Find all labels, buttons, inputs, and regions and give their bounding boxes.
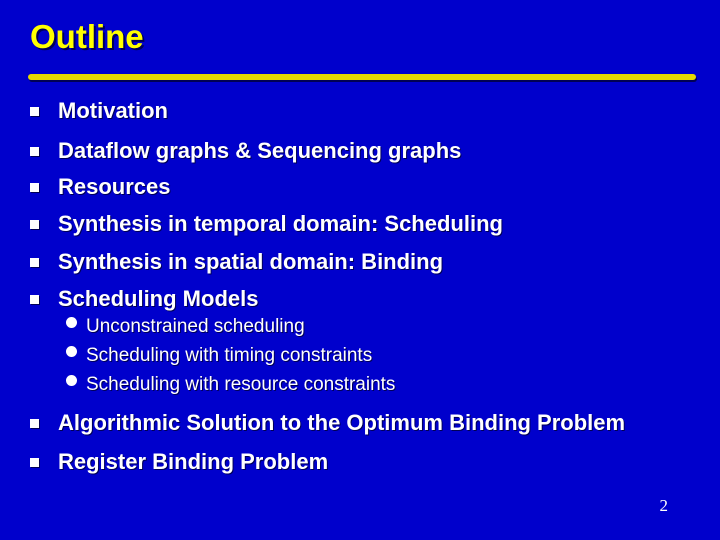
bullet-item: [30, 249, 443, 275]
square-bullet-icon: [30, 147, 39, 156]
bullet-item: [30, 449, 328, 475]
sub-bullet-text: Scheduling with timing constraints: [86, 345, 373, 366]
title-divider: [28, 74, 696, 80]
bullet-item: [30, 211, 503, 237]
bullet-text: Algorithmic Solution to the Optimum Binding Problem: [58, 410, 626, 435]
round-bullet-icon: [66, 317, 77, 328]
page-number: 2: [659, 496, 668, 515]
bullet-item: [30, 98, 168, 124]
round-bullet-icon: [66, 375, 77, 386]
bullet-text: Resources: [58, 174, 171, 199]
bullet-text: Register Binding Problem: [58, 449, 329, 474]
bullet-text: Synthesis in temporal domain: Scheduling: [58, 211, 503, 236]
bullet-item: [30, 174, 171, 200]
bullet-item: [30, 286, 258, 312]
square-bullet-icon: [30, 458, 39, 467]
square-bullet-icon: [30, 295, 39, 304]
bullet-text: Scheduling Models: [58, 286, 259, 311]
square-bullet-icon: [30, 183, 39, 192]
sub-bullet-text: Unconstrained scheduling: [86, 316, 305, 337]
bullet-item: [30, 410, 625, 436]
bullet-text: Motivation: [58, 98, 168, 123]
square-bullet-icon: [30, 220, 39, 229]
bullet-text: Synthesis in spatial domain: Binding: [58, 249, 444, 274]
sub-bullet-item: [66, 374, 395, 396]
sub-bullet-item: [66, 345, 372, 367]
round-bullet-icon: [66, 346, 77, 357]
square-bullet-icon: [30, 419, 39, 428]
sub-bullet-item: [66, 316, 305, 338]
bullet-item: [30, 138, 461, 164]
sub-bullet-text: Scheduling with resource constraints: [86, 374, 396, 395]
bullet-text: Dataflow graphs & Sequencing graphs: [58, 138, 462, 163]
square-bullet-icon: [30, 107, 39, 116]
square-bullet-icon: [30, 258, 39, 267]
slide-title: Outline: [30, 18, 144, 55]
